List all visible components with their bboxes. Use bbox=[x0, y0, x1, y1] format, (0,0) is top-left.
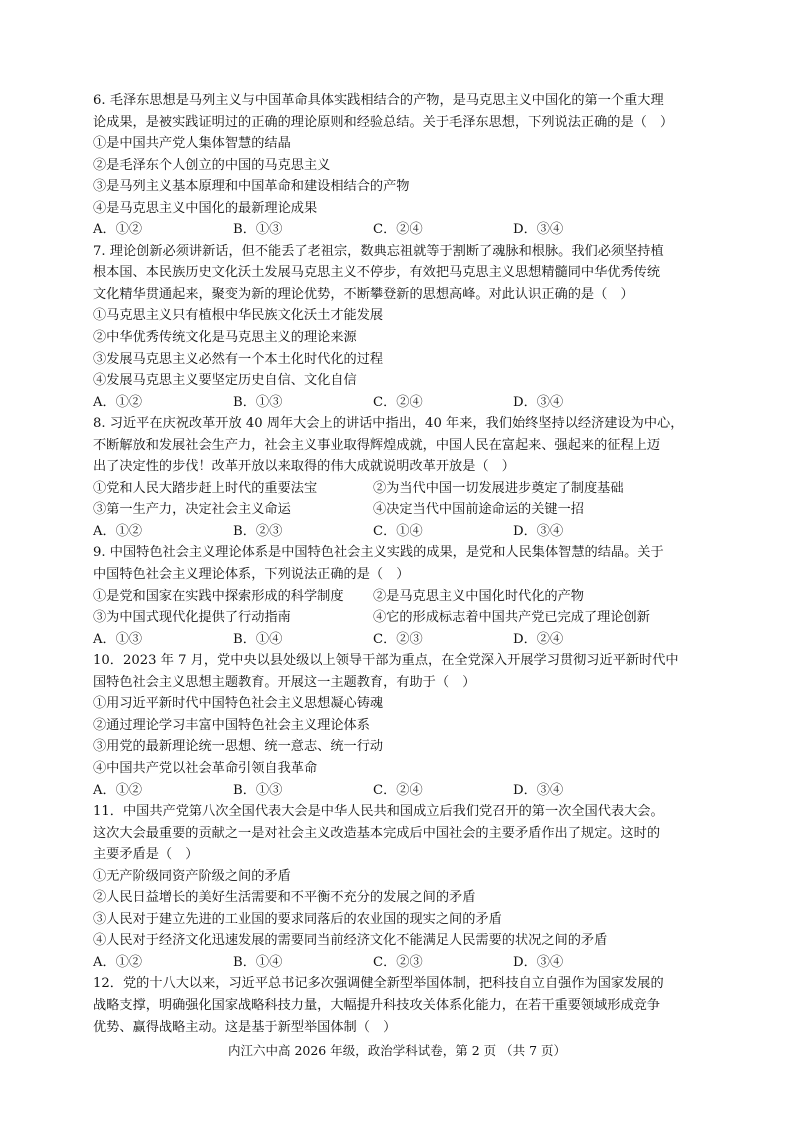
answer-options bbox=[93, 219, 705, 241]
answer-options bbox=[93, 521, 705, 543]
answer-option: C．②③ bbox=[373, 631, 423, 647]
question-stem-line: 中国特色社会主义理论体系，下列说法正确的是（ ） bbox=[93, 567, 410, 583]
question-stem-line: 12．党的十八大以来，习近平总书记多次强调健全新型举国体制，把科技自立自强作为国家发展的 bbox=[93, 976, 664, 992]
answer-option: B．①③ bbox=[233, 394, 283, 410]
answer-option: D．③④ bbox=[513, 394, 564, 410]
statement-pair-row bbox=[93, 478, 705, 500]
answer-option: A．①② bbox=[93, 394, 143, 410]
statement-item: ②是毛泽东个人创立的中国的马克思主义 bbox=[93, 157, 331, 173]
statement-item: ③人民对于建立先进的工业国的要求同落后的农业国的现实之间的矛盾 bbox=[93, 911, 502, 927]
statement-item: ①无产阶级同资产阶级之间的矛盾 bbox=[93, 868, 291, 884]
statement-item: ①用习近平新时代中国特色社会主义思想凝心铸魂 bbox=[93, 696, 384, 712]
answer-option: C．②④ bbox=[373, 782, 423, 798]
statement-item: ①是中国共产党人集体智慧的结晶 bbox=[93, 136, 291, 152]
answer-options bbox=[93, 780, 705, 802]
answer-option: D．③④ bbox=[513, 222, 564, 238]
statement-item: ④中国共产党以社会革命引领自我革命 bbox=[93, 760, 318, 776]
statement-item: ③为中国式现代化提供了行动指南 bbox=[93, 610, 291, 626]
statement-pair-row bbox=[93, 586, 705, 608]
statement-item: ①马克思主义只有植根中华民族文化沃土才能发展 bbox=[93, 308, 384, 324]
statement-item: ②为当代中国一切发展进步奠定了制度基础 bbox=[373, 480, 624, 496]
answer-options bbox=[93, 952, 705, 974]
question-stem-line: 不断解放和发展社会生产力，社会主义事业取得辉煌成就，中国人民在富起来、强起来的征程上迈 bbox=[93, 437, 661, 453]
statement-item: ②中华优秀传统文化是马克思主义的理论来源 bbox=[93, 330, 357, 346]
answer-option: B．①④ bbox=[233, 954, 283, 970]
statement-item: ①是党和国家在实践中探索形成的科学制度 bbox=[93, 588, 344, 604]
answer-option: A．①② bbox=[93, 523, 143, 539]
answer-option: C．②④ bbox=[373, 394, 423, 410]
answer-option: D．②④ bbox=[513, 631, 564, 647]
statement-item: ④是马克思主义中国化的最新理论成果 bbox=[93, 200, 318, 216]
answer-option: A．①③ bbox=[93, 631, 143, 647]
question-stem-line: 8. 习近平在庆祝改革开放 40 周年大会上的讲话中指出，40 年来，我们始终坚持以经济建设为中心， bbox=[93, 416, 684, 432]
statement-item: ②通过理论学习丰富中国特色社会主义理论体系 bbox=[93, 717, 370, 733]
question-stem-line: 战略支撑，明确强化国家战略科技力量，大幅提升科技攻关体系化能力，在若干重要领域形成竞争 bbox=[93, 997, 661, 1013]
answer-option: B．①④ bbox=[233, 631, 283, 647]
statement-item: ④人民对于经济文化迅速发展的需要同当前经济文化不能满足人民需要的状况之间的矛盾 bbox=[93, 933, 608, 949]
question-4 bbox=[93, 650, 705, 801]
question-stem-line: 7. 理论创新必须讲新话，但不能丢了老祖宗，数典忘祖就等于割断了魂脉和根脉。我们必须坚持植 bbox=[93, 243, 664, 259]
statement-pair-row bbox=[93, 499, 705, 521]
statement-item: ③用党的最新理论统一思想、统一意志、统一行动 bbox=[93, 739, 384, 755]
question-stem-line: 文化精华贯通起来，聚变为新的理论优势，不断攀登新的思想高峰。对此认识正确的是（ ） bbox=[93, 286, 634, 302]
exam-page bbox=[93, 90, 705, 1038]
answer-option: C．②④ bbox=[373, 222, 423, 238]
question-stem-line: 根本国、本民族历史文化沃土发展马克思主义不停步，有效把马克思主义思想精髓同中华优秀传统 bbox=[93, 265, 661, 281]
question-stem-line: 11．中国共产党第八次全国代表大会是中华人民共和国成立后我们党召开的第一次全国代表大会。 bbox=[93, 804, 664, 820]
question-stem-line: 出了决定性的步伐！改革开放以来取得的伟大成就说明改革开放是（ ） bbox=[93, 459, 515, 475]
statement-item: ④决定当代中国前途命运的关键一招 bbox=[373, 502, 584, 518]
question-stem-line: 优势、赢得战略主动。这是基于新型举国体制（ ） bbox=[93, 1019, 397, 1035]
page-footer: 内江六中高 2026 年级，政治学科试卷，第 2 页 （共 7 页） bbox=[227, 1043, 567, 1058]
answer-option: D．③④ bbox=[513, 782, 564, 798]
question-2 bbox=[93, 413, 705, 542]
answer-options bbox=[93, 629, 705, 651]
answer-option: C．②③ bbox=[373, 954, 423, 970]
statement-item: ③是马列主义基本原理和中国革命和建设相结合的产物 bbox=[93, 179, 410, 195]
statement-item: ③第一生产力，决定社会主义命运 bbox=[93, 502, 291, 518]
statement-item: ①党和人民大踏步赶上时代的重要法宝 bbox=[93, 480, 318, 496]
question-1 bbox=[93, 241, 705, 413]
question-6 bbox=[93, 973, 705, 1038]
question-stem-line: 10．2023 年 7 月，党中央以县处级以上领导干部为重点，在全党深入开展学习贯彻习近平新时代中 bbox=[93, 653, 679, 669]
answer-option: B．②③ bbox=[233, 523, 283, 539]
answer-option: A．①② bbox=[93, 782, 143, 798]
answer-option: C．①④ bbox=[373, 523, 423, 539]
question-5 bbox=[93, 801, 705, 973]
statement-item: ④发展马克思主义要坚定历史自信、文化自信 bbox=[93, 373, 357, 389]
question-stem-line: 国特色社会主义思想主题教育。开展这一主题教育，有助于（ ） bbox=[93, 674, 476, 690]
question-3 bbox=[93, 542, 705, 650]
answer-option: B．①③ bbox=[233, 782, 283, 798]
statement-item: ④它的形成标志着中国共产党已完成了理论创新 bbox=[373, 610, 650, 626]
question-stem-line: 主要矛盾是（ ） bbox=[93, 847, 199, 863]
answer-option: A．①② bbox=[93, 222, 143, 238]
statement-item: ③发展马克思主义必然有一个本土化时代化的过程 bbox=[93, 351, 384, 367]
answer-option: A．①② bbox=[93, 954, 143, 970]
answer-option: D．③④ bbox=[513, 954, 564, 970]
question-stem-line: 6. 毛泽东思想是马列主义与中国革命具体实践相结合的产物，是马克思主义中国化的第一个重大理 bbox=[93, 93, 664, 108]
statement-item: ②是马克思主义中国化时代化的产物 bbox=[373, 588, 584, 604]
statement-item: ②人民日益增长的美好生活需要和不平衡不充分的发展之间的矛盾 bbox=[93, 890, 476, 906]
question-0 bbox=[93, 90, 705, 241]
question-stem-line: 9. 中国特色社会主义理论体系是中国特色社会主义实践的成果，是党和人民集体智慧的结晶。关于 bbox=[93, 545, 664, 561]
answer-option: B．①③ bbox=[233, 222, 283, 238]
answer-option: D．③④ bbox=[513, 523, 564, 539]
statement-pair-row bbox=[93, 607, 705, 629]
question-stem-line: 论成果，是被实践证明过的正确的理论原则和经验总结。关于毛泽东思想，下列说法正确的是（ ） bbox=[93, 114, 674, 130]
answer-options bbox=[93, 392, 705, 414]
question-stem-line: 这次大会最重要的贡献之一是对社会主义改造基本完成后中国社会的主要矛盾作出了规定。这时的 bbox=[93, 825, 661, 841]
